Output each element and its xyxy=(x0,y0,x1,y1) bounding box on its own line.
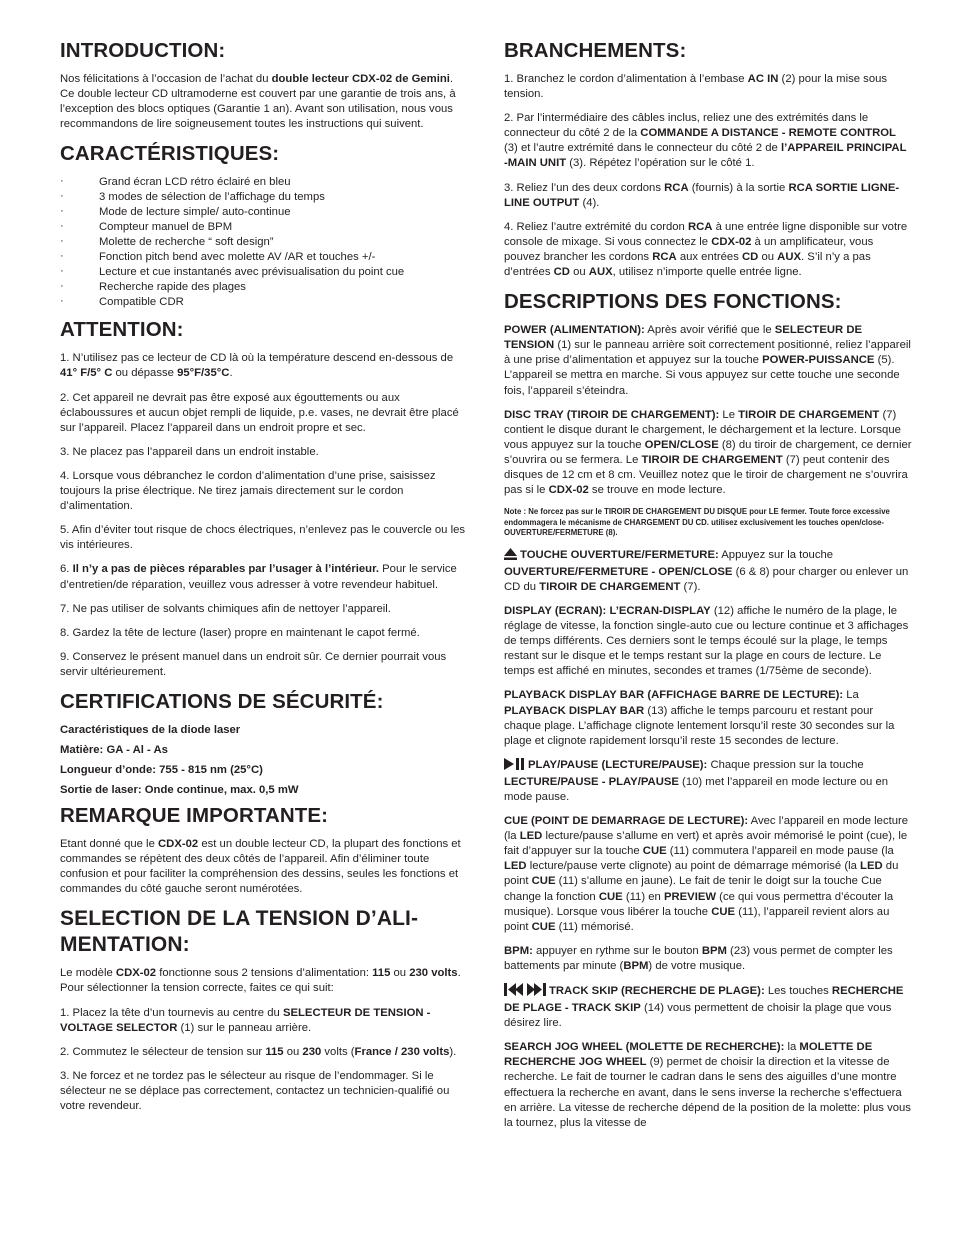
list-item: · 3 modes de sélection de l’affichage du temps xyxy=(60,190,468,205)
tray-note: Note : Ne forcez pas sur le TIROIR DE CHARGEMENT DU DISQUE pour LE fermer. Toute force excessive endommagera le mécanisme de CHARGEMENT DU CD. utilisez exclusivement les touches open/close-OUVERTURE/FERMETURE (8). xyxy=(504,507,890,538)
introduction-text: Nos félicitations à l’occasion de l’achat du double lecteur CDX-02 de Gemini. Ce double lecteur CD ultramoderne est couvert par une garantie de trois ans, à l’exception des blocs optiques (Garantie 1 an). Avant son utilisation, nous vous recommandons de lire soigneusement toutes les instructions qui suivent. xyxy=(60,73,456,131)
disc-tray-description: DISC TRAY (TIROIR DE CHARGEMENT): Le TIROIR DE CHARGEMENT (7) contient le disque durant le chargement, le déchargement et la lecture. Lorsque vous appuyez sur la touche OPEN/CLOSE (8) du tiroir de chargement, ce dernier s’ouvrira ou se fermera. Le TIROIR DE CHARGEMENT (7) peut contenir des disques de 12 cm et 8 cm. Veuillez notez que le tiroir de chargement ne s’ouvrira pas si le CDX-02 se trouve en mode lecture. xyxy=(504,408,912,497)
attention-item-5: 5. Afin d’éviter tout risque de chocs électriques, n’enlevez pas le couvercle ou les vis intérieures. xyxy=(60,524,466,552)
bpm-description: BPM: appuyer en rythme sur le bouton BPM (23) vous permet de compter les battements par minute (BPM) de votre musique. xyxy=(504,944,893,972)
features-heading: CARACTÉRISTIQUES: xyxy=(60,142,280,166)
voltage-section xyxy=(60,906,468,1114)
voltage-step-1: 1. Placez la tête d’un tournevis au centre du SELECTEUR DE TENSION - VOLTAGE SELECTOR (1) sur le panneau arrière. xyxy=(60,1006,431,1034)
power-description: POWER (ALIMENTATION): Après avoir vérifié que le SELECTEUR DE TENSION (1) sur le panneau arrière soit correctement positionné, reliez l’appareil à une prise d’alimentation et appuyez sur la touche POWER-PUISSANCE (5). L’appareil se mettra en marche. Si vous appuyez sur cette touche une seconde fois, l’appareil s’éteindra. xyxy=(504,324,911,397)
laser-spec-material: Matière: GA - Al - As xyxy=(60,743,168,756)
attention-item-4: 4. Lorsque vous débranchez le cordon d’alimentation d’une prise, saisissez toujours la prise électrique. Ne tirez jamais directement sur le cordon d’alimentation. xyxy=(60,469,436,513)
attention-item-9: 9. Conservez le présent manuel dans un endroit sûr. Ce dernier pourrait vous servir ultérieurement. xyxy=(60,650,447,678)
list-item: · Lecture et cue instantanés avec prévisualisation du point cue xyxy=(60,265,468,280)
playback-bar-description: PLAYBACK DISPLAY BAR (AFFICHAGE BARRE DE LECTURE): La PLAYBACK DISPLAY BAR (13) affiche le temps parcouru et restant pour chaque plage. L’affichage clignote lentement lorsqu’il reste 30 secondes sur la plage et clignote rapidement lorsqu’il reste 15 secondes de lecture. xyxy=(504,689,895,747)
introduction-section xyxy=(60,38,468,132)
attention-item-2: 2. Cet appareil ne devrait pas être exposé aux égouttements ou aux éclaboussures et aucun objet rempli de liquide, p.e. vases, ne devrait être placé sur l’appareil. Placez l’appareil dans un endroit propre et sec. xyxy=(60,391,459,434)
attention-item-6: 6. Il n’y a pas de pièces réparables par l’usager à l’intérieur. Pour le service d’entretien/de réparation, veuillez vous adresser à votre revendeur habituel. xyxy=(60,563,457,591)
attention-heading: ATTENTION: xyxy=(60,318,184,342)
features-section xyxy=(60,141,468,310)
laser-spec-title: Caractéristiques de la diode laser xyxy=(60,723,241,736)
display-description: DISPLAY (ECRAN): L’ECRAN-DISPLAY (12) affiche le numéro de la plage, le réglage de vitesse, la fonction single-auto cue ou lecture continue et 3 affichages de temps différents. Ces derniers sont le temps écoulé sur la plage, le temps restant sur le disque et le temps restant sur la plage en cours de lecture. Le temps est affiché en minutes, secondes et trames (1/75ème de seconde). xyxy=(504,604,909,678)
list-item: · Recherche rapide des plages xyxy=(60,280,468,295)
connections-section xyxy=(504,38,912,280)
laser-spec-wavelength: Longueur d’onde: 755 - 815 nm (25°C) xyxy=(60,763,263,776)
list-item: · Mode de lecture simple/ auto-continue xyxy=(60,205,468,220)
voltage-intro: Le modèle CDX-02 fonctionne sous 2 tensions d’alimentation: 115 ou 230 volts. Pour sélectionner la tension correcte, faites ce qui suit: xyxy=(60,967,461,995)
functions-section xyxy=(504,289,912,1131)
connections-step-3: 3. Reliez l’un des deux cordons RCA (fournis) à la sortie RCA SORTIE LIGNE-LINE OUTPUT (4). xyxy=(504,181,900,209)
right-column xyxy=(504,38,912,1140)
connections-step-1: 1. Branchez le cordon d’alimentation à l’embase AC IN (2) pour la mise sous tension. xyxy=(504,73,888,101)
voltage-heading: SELECTION DE LA TENSION D’ALI-MENTATION: xyxy=(60,907,419,957)
list-item: · Compatible CDR xyxy=(60,295,468,310)
attention-item-3: 3. Ne placez pas l’appareil dans un endroit instable. xyxy=(60,445,319,458)
play-pause-icon xyxy=(504,758,525,775)
attention-item-1: 1. N’utilisez pas ce lecteur de CD là où la température descend en-dessous de 41° F/5° C ou dépasse 95°F/35°C. xyxy=(60,352,454,380)
certifications-heading: CERTIFICATIONS DE SÉCURITÉ: xyxy=(60,689,384,713)
remarque-heading: REMARQUE IMPORTANTE: xyxy=(60,803,329,827)
laser-spec-output: Sortie de laser: Onde continue, max. 0,5 mW xyxy=(60,783,299,796)
features-list xyxy=(60,175,468,310)
eject-icon xyxy=(504,548,517,565)
certifications-section xyxy=(60,689,468,798)
voltage-step-2: 2. Commutez le sélecteur de tension sur 115 ou 230 volts (France / 230 volts). xyxy=(60,1045,457,1058)
connections-heading: BRANCHEMENTS: xyxy=(504,39,687,62)
functions-heading: DESCRIPTIONS DES FONCTIONS: xyxy=(504,290,842,314)
list-item: · Fonction pitch bend avec molette AV /AR et touches +/- xyxy=(60,250,468,265)
remarque-section xyxy=(60,803,468,897)
left-column xyxy=(60,38,468,1123)
voltage-step-3: 3. Ne forcez et ne tordez pas le sélecteur au risque de l’endommager. Si le sélecteur ne se déplace pas correctement, contactez un technicien-qualifié ou votre revendeur. xyxy=(60,1069,450,1112)
attention-section xyxy=(60,317,468,680)
introduction-heading: INTRODUCTION: xyxy=(60,39,226,62)
cue-description: CUE (POINT DE DEMARRAGE DE LECTURE): Avec l’appareil en mode lecture (la LED lecture/pause s’allume en vert) et après avoir mémorisé le point (cue), le fait d’appuyer sur la touche CUE (11) commutera l’appareil en mode pause (la LED lecture/pause verte clignote) au point de démarrage mémorisé (la LED du point CUE (11) s’allume en jaune). Le fait de tenir le doigt sur la touche Cue change la fonction CUE (11) en PREVIEW (ce qui vous permettra d’écouter la musique). Lorsque vous libérer la touche CUE (11), l’appareil revient alors au point CUE (11) mémorisé. xyxy=(504,815,909,933)
list-item: · Grand écran LCD rétro éclairé en bleu xyxy=(60,175,468,190)
attention-item-7: 7. Ne pas utiliser de solvants chimiques afin de nettoyer l’appareil. xyxy=(60,602,391,615)
list-item: · Molette de recherche “ soft design” xyxy=(60,235,468,250)
track-skip-icon xyxy=(504,983,546,1001)
eject-description: TOUCHE OUVERTURE/FERMETURE: Appuyez sur la touche OUVERTURE/FERMETURE - OPEN/CLOSE (6 & 8) pour charger ou enlever un CD du TIROIR DE CHARGEMENT (7). xyxy=(504,548,909,593)
jog-wheel-description: SEARCH JOG WHEEL (MOLETTE DE RECHERCHE): la MOLETTE DE RECHERCHE JOG WHEEL (9) permet de choisir la direction et la vitesse de recherche. Le fait de tourner le cadran dans le sens des aiguilles d’une montre effectuera la recherche en avant, dans le sens inverse la recherche s’effectuera en arrière. La vitesse de recherche dépend de la position de la molette: plus vous la tournez, plus la vitesse de xyxy=(504,1041,911,1129)
track-skip-description: TRACK SKIP (RECHERCHE DE PLAGE): Les touches RECHERCHE DE PLAGE - TRACK SKIP (14) vous permettent de choisir la plage que vous désirez lire. xyxy=(504,985,904,1030)
attention-item-8: 8. Gardez la tête de lecture (laser) propre en maintenant le capot fermé. xyxy=(60,626,420,639)
list-item: · Compteur manuel de BPM xyxy=(60,220,468,235)
play-pause-description: PLAY/PAUSE (LECTURE/PAUSE): Chaque pression sur la touche LECTURE/PAUSE - PLAY/PAUSE (10) met l’appareil en mode lecture ou en mode pause. xyxy=(504,758,889,803)
remarque-text: Etant donné que le CDX-02 est un double lecteur CD, la plupart des fonctions et commandes se répètent des deux côtés de l’appareil. Afin d’éliminer toute confusion et pour faciliter la compréhension des dessins, seules les fonctions et commandes du côté gauche seront numérotées. xyxy=(60,837,461,896)
connections-step-2: 2. Par l’intermédiaire des câbles inclus, reliez une des extrémités dans le connecteur du côté 2 de la COMMANDE A DISTANCE - REMOTE CONTROL (3) et l’autre extrémité dans le connecteur du côté 2 de l’APPAREIL PRINCIPAL -MAIN UNIT (3). Répétez l’opération sur le côté 1. xyxy=(504,112,907,170)
connections-step-4: 4. Reliez l’autre extrémité du cordon RCA à une entrée ligne disponible sur votre console de mixage. Si vous connectez le CDX-02 à un amplificateur, vous pouvez brancher les cordons RCA aux entrées CD ou AUX. S’il n’y a pas d’entrées CD ou AUX, utilisez n’importe quelle entrée ligne. xyxy=(504,220,908,279)
